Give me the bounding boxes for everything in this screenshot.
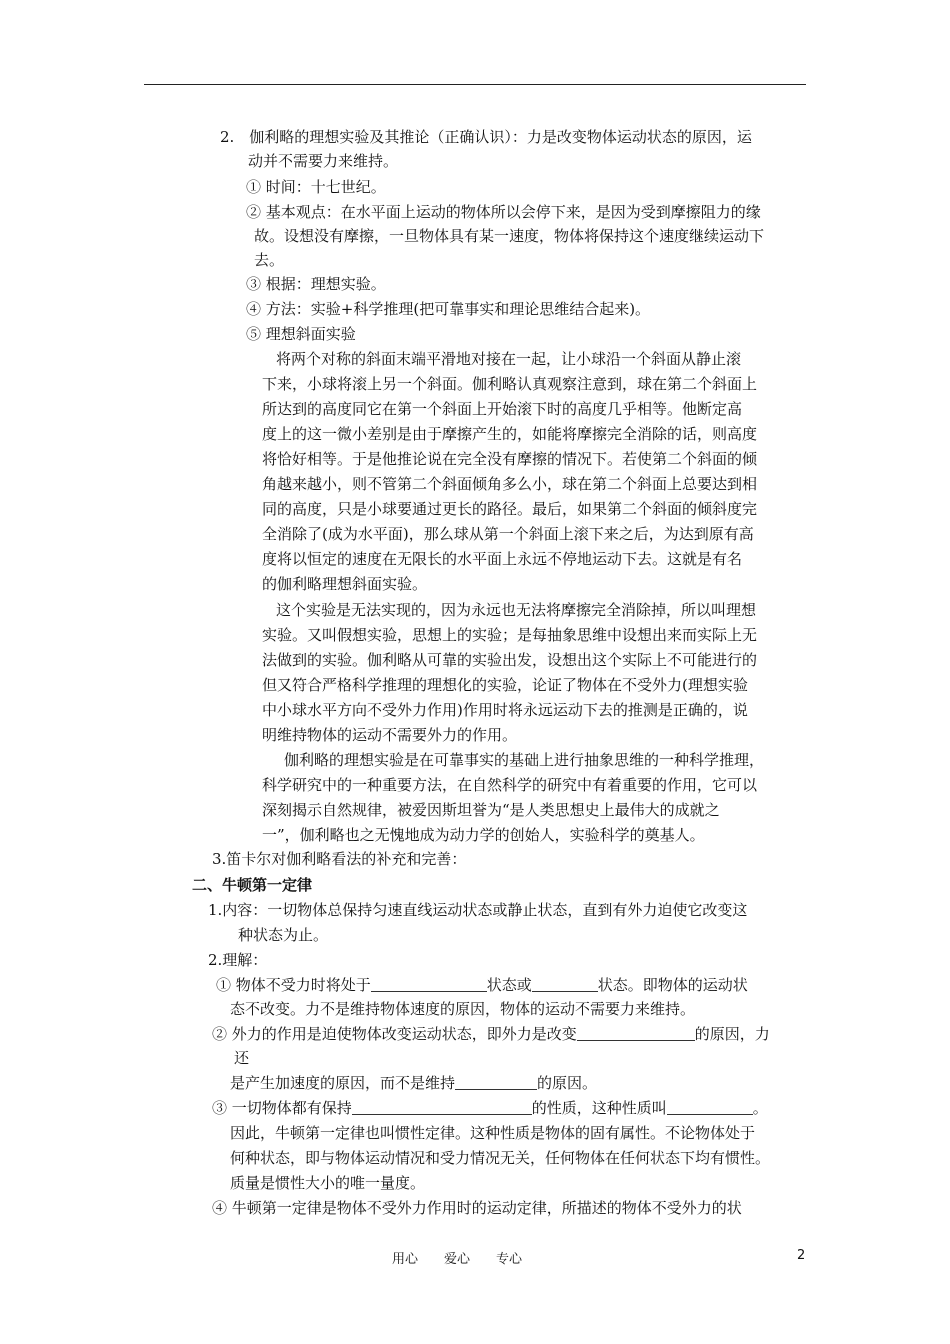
text-line: 中小球水平方向不受外力作用)作用时将永远运动下去的推测是正确的，说 — [262, 701, 748, 719]
text-line: ⑤ 理想斜面实验 — [246, 325, 356, 343]
text-segment: 是产生加速度的原因，而不是维持 — [230, 1074, 456, 1092]
text-segment: 状态。即物体的运动状 — [597, 976, 748, 994]
text-line: 同的高度，只是小球要通过更长的路径。最后，如果第二个斜面的倾斜度完 — [262, 500, 758, 518]
text-line: 动并不需要力来维持。 — [248, 152, 399, 170]
text-line: 但又符合严格科学推理的理想化的实验，论证了物体在不受外力(理想实验 — [262, 676, 748, 694]
blank-field[interactable] — [577, 1024, 695, 1041]
blank-field[interactable] — [371, 975, 487, 992]
text-line: 度将以恒定的速度在无限长的水平面上永远不停地运动下去。这就是有名 — [262, 550, 743, 568]
text-line: ④ 牛顿第一定律是物体不受外力作用时的运动定律，所描述的物体不受外力的状 — [212, 1199, 742, 1217]
section-heading: 二、牛顿第一定律 — [192, 876, 313, 894]
text-line: 科学研究中的一种重要方法，在自然科学的研究中有着重要的作用，它可以 — [262, 776, 758, 794]
text-line: 下来，小球将滚上另一个斜面。伽利略认真观察注意到，球在第二个斜面上 — [262, 375, 758, 393]
text-line: ② 基本观点：在水平面上运动的物体所以会停下来，是因为受到摩擦阻力的缘 — [246, 203, 761, 221]
header-rule — [144, 84, 806, 85]
page-number: 2 — [797, 1248, 806, 1263]
text-line: 质量是惯性大小的唯一量度。 — [230, 1174, 426, 1192]
text-segment: 的原因。 — [537, 1074, 598, 1092]
text-line: 将两个对称的斜面末端平滑地对接在一起，让小球沿一个斜面从静止滚 — [276, 350, 742, 368]
text-line: 的伽利略理想斜面实验。 — [262, 575, 428, 593]
text-line: 将恰好相等。于是他推论说在完全没有摩擦的情况下。若使第二个斜面的倾 — [262, 450, 758, 468]
text-line: 态不改变。力不是维持物体速度的原因，物体的运动不需要力来维持。 — [230, 1000, 696, 1018]
blank-field[interactable] — [532, 975, 598, 992]
text-line: 这个实验是无法实现的，因为永远也无法将摩擦完全消除掉，所以叫理想 — [276, 601, 757, 619]
text-segment: 状态或 — [486, 976, 532, 994]
text-line: 故。设想没有摩擦，一旦物体具有某一速度，物体将保持这个速度继续运动下 — [254, 227, 765, 245]
text-line: ④ 方法：实验+科学推理(把可靠事实和理论思维结合起来)。 — [246, 300, 651, 318]
blank-field[interactable] — [667, 1098, 753, 1115]
text-segment: ② 外力的作用是迫使物体改变运动状态，即外力是改变 — [212, 1025, 577, 1043]
text-line: 因此，牛顿第一定律也叫惯性定律。这种性质是物体的固有属性。不论物体处于 — [230, 1124, 756, 1142]
text-line: 度上的这一微小差别是由于摩擦产生的，如能将摩擦完全消除的话，则高度 — [262, 425, 758, 443]
text-line: 一”，伽利略也之无愧地成为动力学的创始人，实验科学的奠基人。 — [262, 826, 705, 844]
text-line: 2.理解： — [208, 951, 268, 969]
blank-field[interactable] — [352, 1098, 532, 1115]
text-line: ① 时间：十七世纪。 — [246, 178, 386, 196]
text-line: 去。 — [254, 251, 285, 269]
footer-motto: 用心 爱心 专心 — [392, 1252, 523, 1267]
text-line: 所达到的高度同它在第一个斜面上开始滚下时的高度几乎相等。他断定高 — [262, 400, 743, 418]
text-line: 种状态为止。 — [238, 926, 329, 944]
text-line: 全消除了(成为水平面)，那么球从第一个斜面上滚下来之后，为达到原有高 — [262, 525, 754, 543]
fill-blank-line — [212, 1023, 770, 1045]
text-segment: ① 物体不受力时将处于 — [216, 976, 371, 994]
text-segment: 的原因，力 — [694, 1025, 770, 1043]
text-line: 实验。又叫假想实验，思想上的实验；是每抽象思维中设想出来而实际上无 — [262, 626, 758, 644]
text-line: ③ 根据：理想实验。 — [246, 275, 386, 293]
blank-field[interactable] — [455, 1073, 537, 1090]
text-segment: 的性质，这种性质叫 — [531, 1099, 667, 1117]
text-line: 法做到的实验。伽利略从可靠的实验出发，设想出这个实际上不可能进行的 — [262, 651, 758, 669]
text-line: 1.内容：一切物体总保持匀速直线运动状态或静止状态，直到有外力迫使它改变这 — [208, 901, 748, 919]
fill-blank-line — [212, 1097, 768, 1119]
text-segment: 。 — [752, 1099, 768, 1117]
text-line: 还 — [234, 1049, 250, 1067]
text-line: 深刻揭示自然规律，被爱因斯坦誉为“是人类思想史上最伟大的成就之 — [262, 801, 720, 819]
text-segment: ③ 一切物体都有保持 — [212, 1099, 352, 1117]
text-line: 伽利略的理想实验是在可靠事实的基础上进行抽象思维的一种科学推理， — [284, 751, 765, 769]
fill-blank-line — [230, 1072, 597, 1094]
text-line: 角越来越小，则不管第二个斜面倾角多么小，球在第二个斜面上总要达到相 — [262, 475, 758, 493]
text-line: 明维持物体的运动不需要外力的作用。 — [262, 726, 518, 744]
text-line: 2. 伽利略的理想实验及其推论（正确认识）：力是改变物体运动状态的原因，运 — [220, 128, 752, 146]
text-line: 3.笛卡尔对伽利略看法的补充和完善： — [212, 850, 467, 868]
text-line: 何种状态，即与物体运动情况和受力情况无关，任何物体在任何状态下均有惯性。 — [230, 1149, 771, 1167]
fill-blank-line — [216, 974, 748, 996]
